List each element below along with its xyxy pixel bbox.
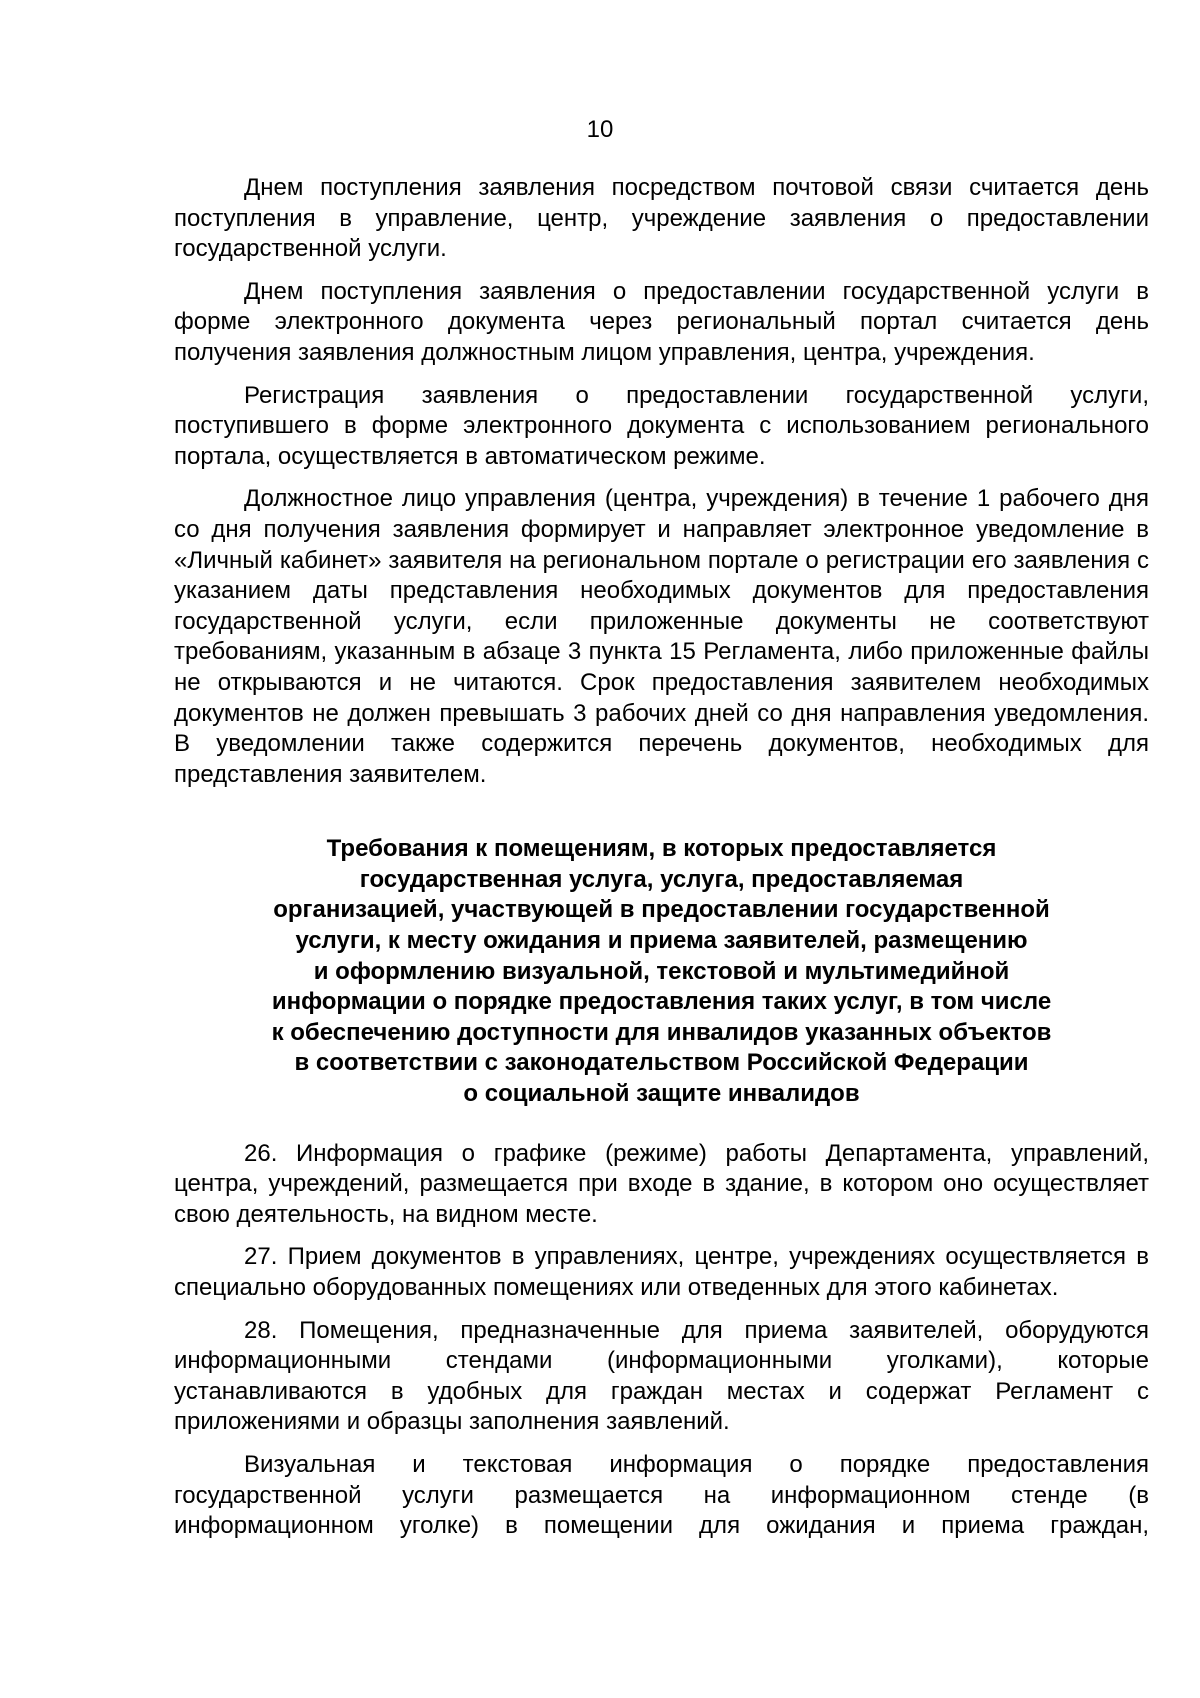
- page-number: 10: [586, 116, 614, 143]
- section-heading-line: организацией, участвующей в предоставлении государственной: [273, 896, 1050, 924]
- paragraph: 26. Информация о графике (режиме) работы Департамента, управлений, центра, учреждений, размещается при входе в здание, в котором оно осуществляет свою деятельность, на видном месте.: [174, 1139, 1149, 1228]
- section-heading-line: в соответствии с законодательством Российской Федерации: [294, 1049, 1029, 1077]
- paragraph: Днем поступления заявления посредством почтовой связи считается день поступления в управление, центр, учреждение заявления о предоставлении государственной услуги.: [174, 174, 1149, 263]
- section-heading-line: и оформлению визуальной, текстовой и мультимедийной: [313, 957, 1010, 985]
- paragraph: Днем поступления заявления о предоставлении государственной услуги в форме электронного документа через региональный портал считается день получения заявления должностным лицом управления, центра, учреждения.: [174, 277, 1149, 366]
- section-heading-line: к обеспечению доступности для инвалидов указанных объектов: [271, 1018, 1052, 1046]
- section-heading-line: Требования к помещениям, в которых предоставляется: [326, 835, 997, 863]
- section-heading: [174, 834, 1149, 1109]
- paragraph: Визуальная и текстовая информация о порядке предоставления государственной услуги размещается на информационном стенде (в информационном уголке) в помещении для ожидания и приема граждан,: [174, 1450, 1149, 1540]
- paragraph: 28. Помещения, предназначенные для приема заявителей, оборудуются информационными стендами (информационными уголками), которые устанавливаются в удобных для граждан местах и содержат Регламент с приложениями и образцы заполнения заявлений.: [174, 1316, 1149, 1436]
- paragraph: Должностное лицо управления (центра, учреждения) в течение 1 рабочего дня со дня получения заявления формирует и направляет электронное уведомление в «Личный кабинет» заявителя на региональном портале о регистрации его заявления с указанием даты представления необходимых документов для предоставления государственной услуги, если приложенные документы не соответствуют требованиям, указанным в абзаце 3 пункта 15 Регламента, либо приложенные файлы не открываются и не читаются. Срок предоставления заявителем необходимых документов не должен превышать 3 рабочих дней со дня направления уведомления. В уведомлении также содержится перечень документов, необходимых для представления заявителем.: [174, 485, 1149, 788]
- section-heading-line: о социальной защите инвалидов: [463, 1080, 860, 1108]
- section-heading-line: услуги, к месту ожидания и приема заявителей, размещению: [295, 927, 1028, 955]
- section-heading-line: государственная услуга, услуга, предоставляемая: [359, 865, 964, 893]
- paragraph: Регистрация заявления о предоставлении государственной услуги, поступившего в форме электронного документа с использованием регионального портала, осуществляется в автоматическом режиме.: [174, 381, 1149, 470]
- paragraph: 27. Прием документов в управлениях, центре, учреждениях осуществляется в специально оборудованных помещениях или отведенных для этого кабинетах.: [174, 1243, 1149, 1301]
- document-body: [174, 173, 1149, 1554]
- section-heading-line: информации о порядке предоставления таких услуг, в том числе: [271, 988, 1052, 1016]
